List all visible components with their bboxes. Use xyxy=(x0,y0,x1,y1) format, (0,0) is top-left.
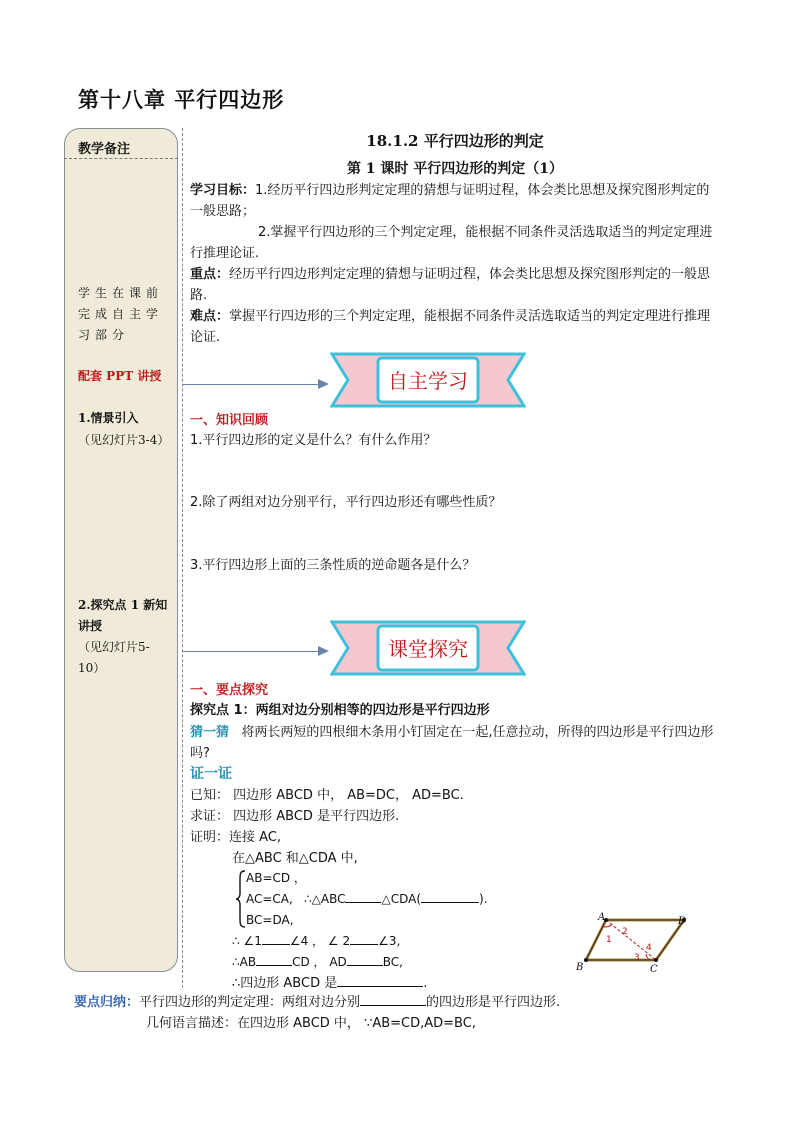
congruence-a: ∴△ABC xyxy=(304,892,346,906)
angles-c: ∠3, xyxy=(378,934,401,948)
guess-label: 猜一猜 xyxy=(190,725,230,740)
in-triangles: 在△ABC 和△CDA 中, xyxy=(232,851,358,866)
conclusion-a: ∴四边形 ABCD 是 xyxy=(232,976,338,991)
summary-line xyxy=(74,992,560,1013)
banner-self-study-label: 自主学习 xyxy=(388,369,468,393)
sidebar-title: 教学备注 xyxy=(78,142,131,157)
arrow-line-2 xyxy=(182,651,322,652)
congruence-blank-2[interactable] xyxy=(421,889,479,903)
arrow-line-1 xyxy=(182,384,322,385)
angles-b: ∠4 ， ∠ 2 xyxy=(289,934,351,948)
congruence-c: ). xyxy=(479,892,488,906)
chapter-title: 第十八章 平行四边形 xyxy=(78,87,285,112)
goal-1: 1.经历平行四边形判定定理的猜想与证明过程，体会类比思想及探究图形判定的一般思路； xyxy=(190,183,710,219)
parallel-blank-1[interactable] xyxy=(256,952,292,966)
angle-3-label: 3 xyxy=(634,953,640,963)
explore-heading: 一、要点探究 xyxy=(190,683,269,698)
difficulty-point xyxy=(190,306,720,348)
lesson-subtitle: 第 1 课时 平行四边形的判定（1） xyxy=(346,161,564,177)
sidebar-step1-ref: （见幻灯片3-4） xyxy=(78,433,170,447)
difficulty-label: 难点： xyxy=(190,309,230,324)
conclusion-blank[interactable] xyxy=(337,973,423,987)
banner-self-study xyxy=(330,350,526,410)
key-text: 经历平行四边形判定定理的猜想与证明过程，体会类比思想及探究图形判定的一般思路. xyxy=(190,267,711,303)
sidebar-step2-ref: （见幻灯片5-10） xyxy=(78,640,150,675)
sidebar-note: 学生在课前完成自主学习部分 xyxy=(78,286,164,342)
review-q1: 1.平行四边形的定义是什么？有什么作用？ xyxy=(190,433,437,448)
vertex-d-label: D xyxy=(678,916,687,927)
key-label: 重点： xyxy=(190,267,230,282)
angles-blank-2[interactable] xyxy=(350,931,378,945)
difficulty-text: 掌握平行四边形的三个判定定理，能根据不同条件灵活选取适当的判定定理进行推理论证. xyxy=(190,309,711,345)
angles-blank-1[interactable] xyxy=(262,931,290,945)
review-heading: 一、知识回顾 xyxy=(190,413,269,428)
arrow-head-1-icon xyxy=(318,378,330,390)
parallel-b: CD ， AD xyxy=(292,955,347,969)
angle-2-label: 2 xyxy=(622,927,628,937)
parallel-blank-2[interactable] xyxy=(347,952,383,966)
sidebar-step2-title: 2.探究点 1 新知讲授 xyxy=(78,598,168,633)
summary-label: 要点归纳： xyxy=(74,995,140,1010)
guess-paragraph xyxy=(190,722,720,764)
angle-1-label: 1 xyxy=(606,935,612,945)
goal-2: 2.掌握平行四边形的三个判定定理，能根据不同条件灵活选取适当的判定定理进行推理论证. xyxy=(190,225,713,261)
parallel-c: BC, xyxy=(382,955,403,969)
goal-label: 学习目标： xyxy=(190,183,256,198)
angle-4-label: 4 xyxy=(646,943,652,953)
conclusion-b: . xyxy=(423,976,428,991)
summary-geo: 几何语言描述：在四边形 ABCD 中， ∵AB=CD,AD=BC, xyxy=(146,1016,476,1031)
prove-label: 证一证 xyxy=(190,766,232,782)
conclusion-line xyxy=(232,973,427,994)
guess-text: 将两长两短的四根细木条用小钉固定在一起,任意拉动，所得的四边形是平行四边形吗? xyxy=(190,725,714,761)
cond-1: AB=CD ， xyxy=(246,871,306,885)
sidebar-step1-title: 1.情景引入 xyxy=(78,411,139,425)
sidebar-panel xyxy=(64,128,178,972)
known-line: 已知： 四边形 ABCD 中， AB=DC， AD=BC. xyxy=(190,788,464,803)
sidebar-ppt-title: 配套 PPT 讲授 xyxy=(78,369,162,383)
arrow-head-2-icon xyxy=(318,645,330,657)
banner-class-explore xyxy=(330,618,526,678)
summary-blank[interactable] xyxy=(360,992,426,1006)
angles-a: ∴ ∠1 xyxy=(232,934,262,948)
vertex-a-label: A xyxy=(598,912,606,923)
sidebar-divider xyxy=(64,158,178,159)
cond-3: BC=DA, xyxy=(246,913,294,927)
brace-icon xyxy=(236,870,246,928)
summary-text-b: 的四边形是平行四边形. xyxy=(426,995,561,1010)
parallelogram-figure xyxy=(572,910,692,976)
summary-text-a: 平行四边形的判定定理：两组对边分别 xyxy=(139,995,361,1010)
cond-2: AC=CA, xyxy=(246,892,293,906)
review-q3: 3.平行四边形上面的三条性质的逆命题各是什么？ xyxy=(190,558,476,573)
vertex-b-label: B xyxy=(576,962,584,973)
explore-point-title: 探究点 1：两组对边分别相等的四边形是平行四边形 xyxy=(190,703,490,718)
key-point xyxy=(190,264,720,306)
banner-class-explore-label: 课堂探究 xyxy=(388,637,468,661)
review-q2: 2.除了两组对边分别平行，平行四边形还有哪些性质？ xyxy=(190,495,502,510)
parallel-a: ∴AB xyxy=(232,955,257,969)
congruence-b: △CDA( xyxy=(381,892,422,906)
congruence-blank-1[interactable] xyxy=(345,889,381,903)
vertex-c-label: C xyxy=(650,964,658,975)
congruence-line xyxy=(304,889,488,910)
parallel-line xyxy=(232,952,403,973)
angles-line xyxy=(232,931,400,952)
section-title: 18.1.2 平行四边形的判定 xyxy=(366,132,544,150)
learning-goals xyxy=(190,180,720,222)
proof-start: 证明：连接 AC, xyxy=(190,830,282,845)
column-divider xyxy=(182,128,183,988)
to-prove-line: 求证： 四边形 ABCD 是平行四边形. xyxy=(190,809,400,824)
